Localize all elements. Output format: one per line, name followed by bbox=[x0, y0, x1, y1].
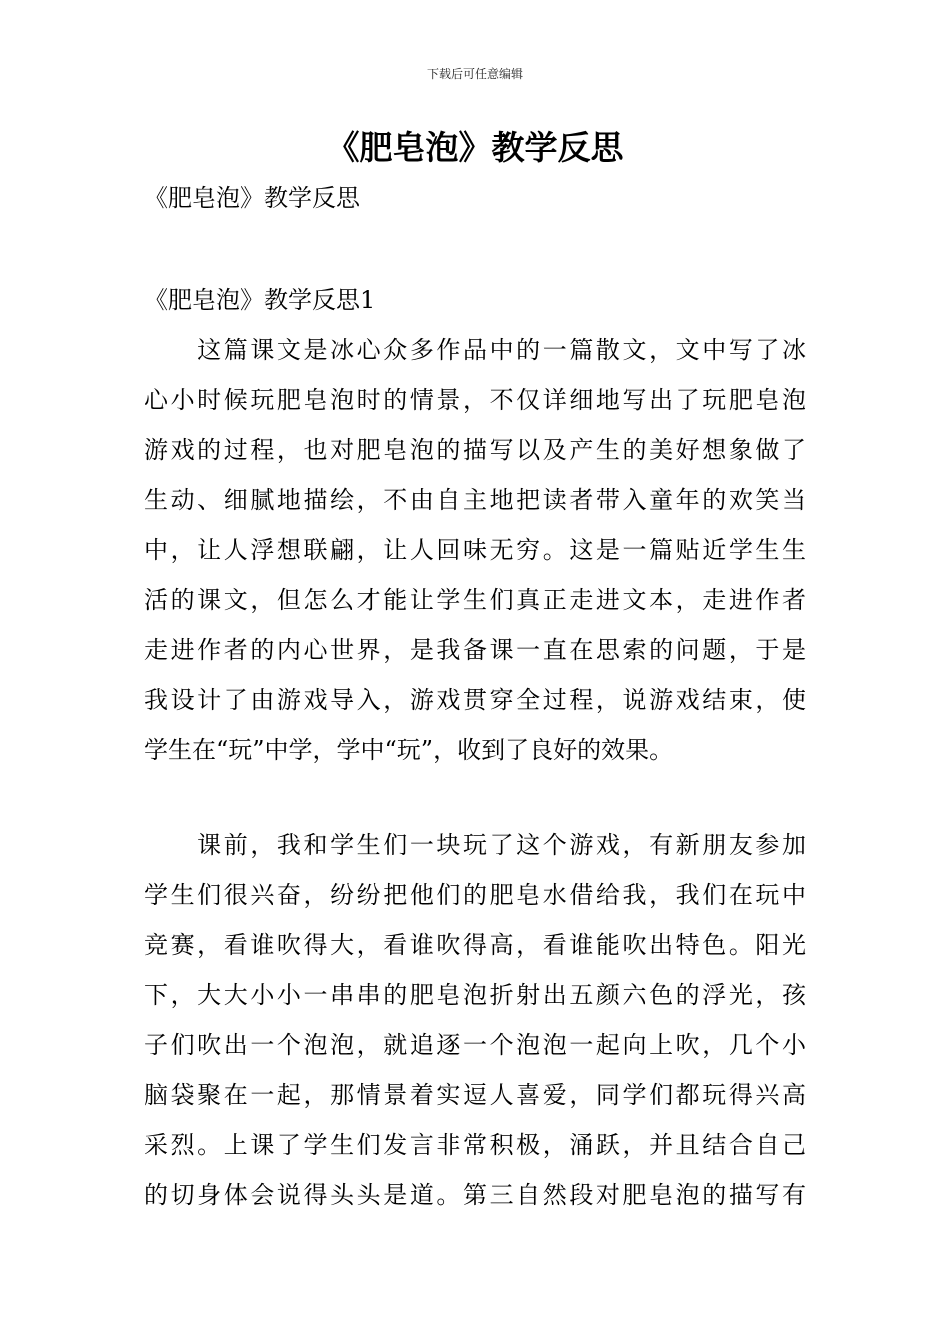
paragraph-line: 脑袋聚在一起，那情景着实逗人喜爱，同学们都玩得兴高 bbox=[144, 1081, 806, 1109]
paragraph-1 bbox=[144, 325, 806, 775]
paragraph-line: 学生在“玩”中学，学中“玩”，收到了良好的效果。 bbox=[144, 736, 674, 764]
paragraph-line: 游戏的过程，也对肥皂泡的描写以及产生的美好想象做了 bbox=[144, 436, 806, 464]
paragraph-line: 生动、细腻地描绘，不由自主地把读者带入童年的欢笑当 bbox=[144, 486, 806, 514]
document-title: 《肥皂泡》教学反思 bbox=[326, 128, 624, 167]
section-heading: 《肥皂泡》教学反思1 bbox=[144, 286, 376, 314]
header-note: 下载后可任意编辑 bbox=[426, 67, 523, 81]
paragraph-line: 课前，我和学生们一块玩了这个游戏，有新朋友参加 bbox=[144, 831, 806, 859]
paragraph-line: 走进作者的内心世界，是我备课一直在思索的问题，于是 bbox=[144, 636, 806, 664]
paragraph-line: 活的课文，但怎么才能让学生们真正走进文本，走进作者 bbox=[144, 586, 806, 614]
paragraph-line: 我设计了由游戏导入，游戏贯穿全过程，说游戏结束，使 bbox=[144, 686, 806, 714]
paragraph-line: 心小时候玩肥皂泡时的情景，不仅详细地写出了玩肥皂泡 bbox=[144, 386, 806, 414]
document-subtitle: 《肥皂泡》教学反思 bbox=[144, 184, 360, 212]
paragraph-line: 采烈。上课了学生们发言非常积极，涌跃，并且结合自己 bbox=[144, 1131, 806, 1159]
paragraph-line: 的切身体会说得头头是道。第三自然段对肥皂泡的描写有 bbox=[144, 1181, 806, 1209]
paragraph-2 bbox=[144, 820, 806, 1220]
paragraph-line: 竞赛，看谁吹得大，看谁吹得高，看谁能吹出特色。阳光 bbox=[144, 931, 806, 959]
paragraph-line: 中，让人浮想联翩，让人回味无穷。这是一篇贴近学生生 bbox=[144, 536, 806, 564]
paragraph-line: 下，大大小小一串串的肥皂泡折射出五颜六色的浮光，孩 bbox=[144, 981, 806, 1009]
paragraph-line: 子们吹出一个泡泡，就追逐一个泡泡一起向上吹，几个小 bbox=[144, 1031, 806, 1059]
paragraph-line: 学生们很兴奋，纷纷把他们的肥皂水借给我，我们在玩中 bbox=[144, 881, 806, 909]
paragraph-line: 这篇课文是冰心众多作品中的一篇散文，文中写了冰 bbox=[144, 336, 806, 364]
